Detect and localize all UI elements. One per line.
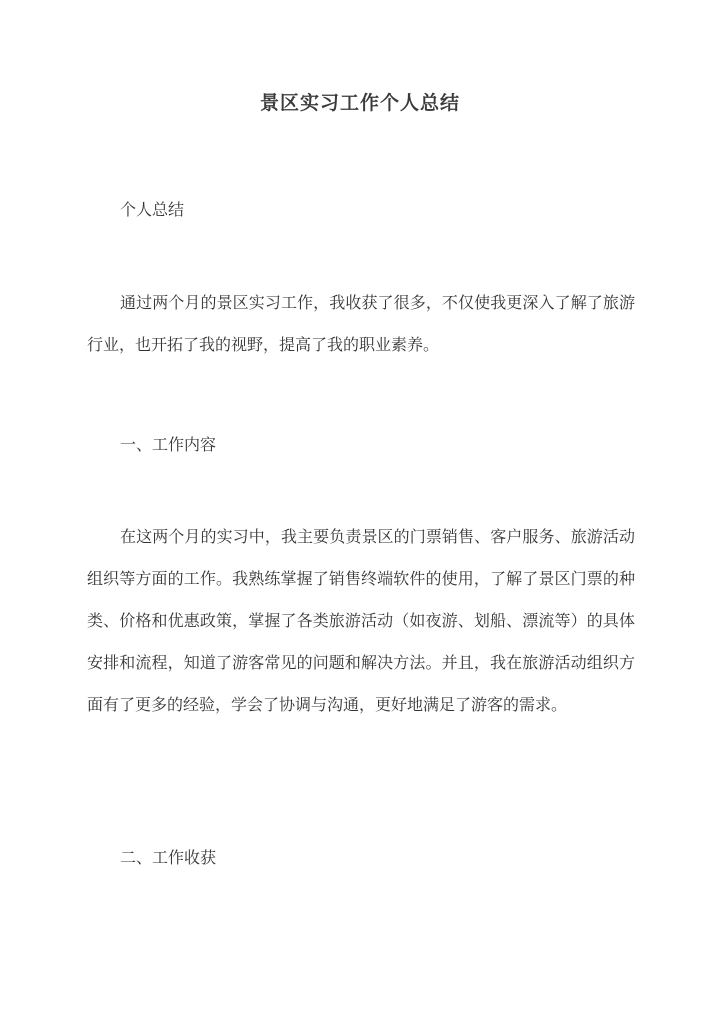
work-content-paragraph: 在这两个月的实习中，我主要负责景区的门票销售、客户服务、旅游活动组织等方面的工作。我熟练掌握了销售终端软件的使用，了解了景区门票的种类、价格和优惠政策，掌握了各类旅游活动（如夜游、划船、漂流等）的具体安排和流程，知道了游客常见的问题和解决方法。并且，我在旅游活动组织方面有了更多的经验，学会了协调与沟通，更好地满足了游客的需求。: [87, 527, 635, 714]
document-title: 景区实习工作个人总结: [259, 92, 460, 114]
section-heading-work-content: 一、工作内容: [120, 435, 217, 454]
section-heading-work-gains: 二、工作收获: [120, 848, 217, 867]
intro-paragraph: 通过两个月的景区实习工作，我收获了很多，不仅使我更深入了解了旅游行业，也开拓了我的视野，提高了我的职业素养。: [87, 293, 635, 354]
section-label: 个人总结: [120, 200, 185, 219]
